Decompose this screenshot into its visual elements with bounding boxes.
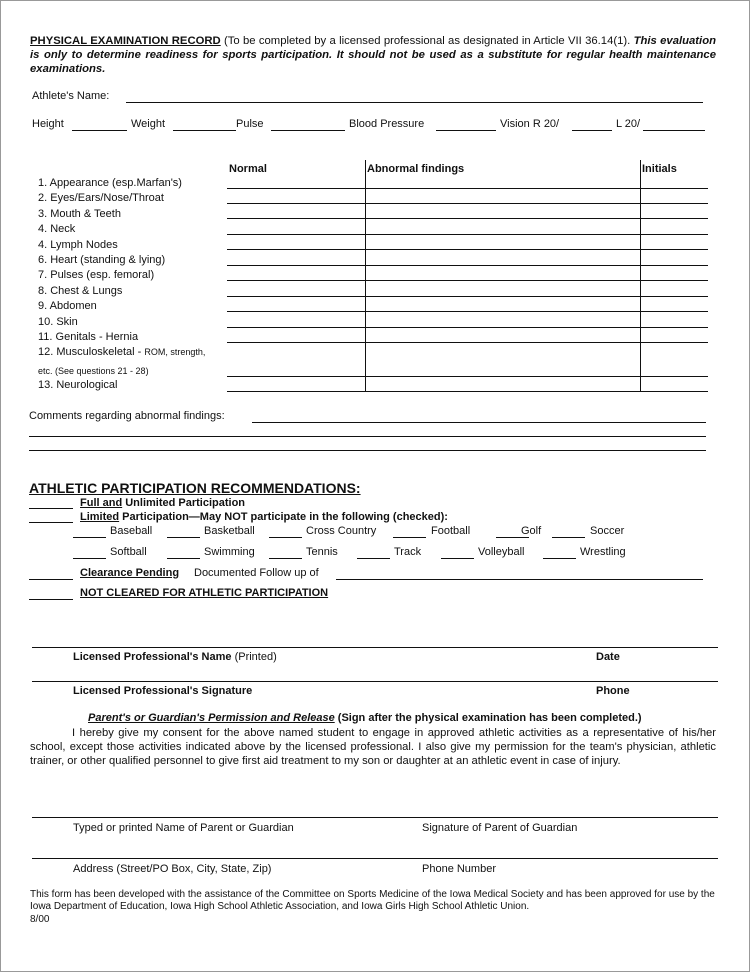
footer-note: This form has been developed with the assistance of the Committee on Sports Medicine of the Iowa Medical Society and has been approved for use by the Iowa Department of Education, Iowa High School Athletic Association, and Iowa Girls High School Athletic Union.	[30, 889, 715, 912]
parent-name-line[interactable]	[32, 817, 718, 818]
sport-checkbox-blank[interactable]	[543, 558, 576, 559]
sport-label: Volleyball	[478, 546, 525, 558]
sport-label: Tennis	[306, 546, 338, 558]
full-participation-label: Full and Unlimited Participation	[80, 497, 246, 509]
sport-checkbox-blank[interactable]	[269, 558, 302, 559]
sport-label: Wrestling	[580, 546, 626, 558]
height-label: Height	[32, 118, 64, 130]
comments-line-1[interactable]	[252, 422, 706, 423]
sport-checkbox-blank[interactable]	[73, 537, 106, 538]
sport-label: Golf	[521, 525, 542, 537]
comments-label: Comments regarding abnormal findings:	[29, 410, 225, 422]
recommendations-title: ATHLETIC PARTICIPATION RECOMMENDATIONS:	[29, 480, 361, 496]
followup-label: Documented Follow up of	[194, 567, 319, 579]
professional-name-line[interactable]	[32, 647, 718, 648]
table-divider-1	[365, 160, 366, 392]
weight-label: Weight	[131, 118, 166, 130]
exam-row-line[interactable]	[227, 376, 708, 377]
exam-item: 11. Genitals - Hernia	[38, 331, 139, 343]
sport-checkbox-blank[interactable]	[167, 558, 200, 559]
exam-row-line[interactable]	[227, 311, 708, 312]
exam-row-line[interactable]	[227, 327, 708, 328]
permission-heading: Parent's or Guardian's Permission and Release (Sign after the physical examination has been completed.)	[88, 712, 642, 724]
exam-item: 2. Eyes/Ears/Nose/Throat	[38, 192, 164, 205]
exam-row-line[interactable]	[227, 265, 708, 266]
exam-item: 4. Neck	[38, 223, 76, 236]
height-field[interactable]	[72, 130, 127, 131]
exam-row-line[interactable]	[227, 391, 708, 392]
col-abnormal-header: Abnormal findings	[367, 163, 465, 175]
athlete-name-label: Athlete's Name:	[32, 90, 110, 102]
comments-line-2[interactable]	[29, 436, 706, 437]
form-title: PHYSICAL EXAMINATION RECORD	[30, 35, 221, 47]
athlete-name-field[interactable]	[126, 102, 703, 103]
exam-row-line[interactable]	[227, 203, 708, 204]
exam-row-line[interactable]	[227, 218, 708, 219]
not-cleared-label: NOT CLEARED FOR ATHLETIC PARTICIPATION	[80, 587, 329, 599]
exam-row-line[interactable]	[227, 188, 708, 189]
header-paragraph	[30, 34, 716, 76]
sport-label: Basketball	[204, 525, 255, 537]
address-label: Address (Street/PO Box, City, State, Zip)	[73, 863, 272, 875]
professional-name-label: Licensed Professional's Name (Printed)	[73, 651, 277, 663]
sport-label: Track	[394, 546, 422, 558]
vision-right-field[interactable]	[572, 130, 612, 131]
weight-field[interactable]	[173, 130, 236, 131]
exam-row-line[interactable]	[227, 342, 708, 343]
blood-pressure-field[interactable]	[436, 130, 496, 131]
exam-item-12: 12. Musculoskeletal - ROM, strength,	[38, 346, 206, 358]
professional-signature-label: Licensed Professional's Signature	[73, 685, 253, 697]
limited-participation-label: Limited Participation—May NOT participate in the following (checked):	[80, 511, 448, 523]
exam-item: 10. Skin	[38, 315, 78, 328]
clearance-pending-blank[interactable]	[29, 579, 73, 580]
parent-name-label: Typed or printed Name of Parent or Guardian	[73, 822, 294, 834]
sport-checkbox-blank[interactable]	[441, 558, 474, 559]
exam-row-line[interactable]	[227, 296, 708, 297]
exam-item-13: 13. Neurological	[38, 379, 118, 391]
sport-label: Cross Country	[306, 525, 377, 537]
not-cleared-blank[interactable]	[29, 599, 73, 600]
sport-checkbox-blank[interactable]	[496, 537, 529, 538]
exam-row-line[interactable]	[227, 249, 708, 250]
sport-checkbox-blank[interactable]	[393, 537, 426, 538]
full-participation-blank[interactable]	[29, 508, 73, 509]
sport-label: Soccer	[590, 525, 625, 537]
vision-right-label: Vision R 20/	[500, 118, 560, 130]
vision-left-field[interactable]	[643, 130, 705, 131]
pulse-field[interactable]	[271, 130, 345, 131]
sport-checkbox-blank[interactable]	[167, 537, 200, 538]
sport-label: Football	[431, 525, 471, 537]
date-label: Date	[596, 651, 620, 663]
permission-body: I hereby give my consent for the above named student to engage in approved athletic activities as a representative of his/her school, except those activities indicated above by the licensed professional. I also give my permission for the team's physician, athletic trainer, or other qualified personnel to give first aid treatment to my son or daughter at an athletic event in case of injury.	[30, 727, 716, 767]
table-divider-2	[640, 160, 641, 392]
exam-item-12-cont: etc. (See questions 21 - 28)	[38, 366, 149, 376]
limited-participation-blank[interactable]	[29, 522, 73, 523]
col-initials-header: Initials	[642, 163, 677, 175]
col-normal-header: Normal	[229, 163, 267, 175]
blood-pressure-label: Blood Pressure	[349, 118, 425, 130]
sport-checkbox-blank[interactable]	[357, 558, 390, 559]
exam-item: 9. Abdomen	[38, 300, 97, 313]
pulse-label: Pulse	[236, 118, 264, 130]
clearance-pending-label: Clearance Pending	[80, 567, 180, 579]
sport-checkbox-blank[interactable]	[552, 537, 585, 538]
header-intro: (To be completed by a licensed professional as designated in Article VII 36.14(1).	[220, 35, 634, 47]
exam-row-line[interactable]	[227, 280, 708, 281]
sport-label: Swimming	[204, 546, 255, 558]
exam-item: 6. Heart (standing & lying)	[38, 254, 166, 266]
sport-label: Baseball	[110, 525, 153, 537]
sport-label: Softball	[110, 546, 147, 558]
header-disclaimer: This evaluation is only to determine readiness for sports participation. It should not be used as a substitute for regular health maintenance examinations.	[30, 35, 717, 75]
sport-checkbox-blank[interactable]	[73, 558, 106, 559]
vision-left-label: L 20/	[616, 118, 641, 130]
exam-item: 8. Chest & Lungs	[38, 284, 123, 297]
professional-signature-line[interactable]	[32, 681, 718, 682]
exam-row-line[interactable]	[227, 234, 708, 235]
parent-signature-label: Signature of Parent of Guardian	[422, 822, 578, 834]
address-line[interactable]	[32, 858, 718, 859]
exam-item: 4. Lymph Nodes	[38, 238, 118, 251]
followup-field[interactable]	[336, 579, 703, 580]
exam-item: 7. Pulses (esp. femoral)	[38, 269, 155, 282]
phone-label: Phone	[596, 685, 630, 697]
form-date: 8/00	[30, 914, 50, 925]
phone-number-label: Phone Number	[422, 863, 496, 875]
comments-line-3[interactable]	[29, 450, 706, 451]
sport-checkbox-blank[interactable]	[269, 537, 302, 538]
exam-item: 3. Mouth & Teeth	[38, 207, 121, 220]
exam-item: 1. Appearance (esp.Marfan's)	[38, 177, 182, 189]
